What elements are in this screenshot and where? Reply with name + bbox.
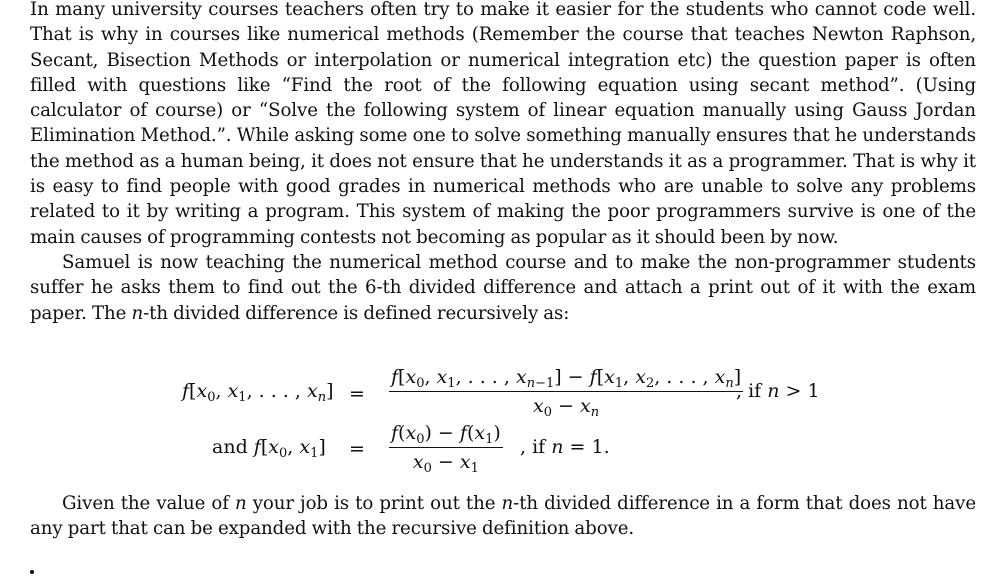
equation-row2-fraction xyxy=(389,422,503,476)
equation-row2-condition: , if n = 1. xyxy=(520,436,610,458)
variable-n: n xyxy=(234,493,247,514)
cut-off-glyph xyxy=(30,570,34,574)
task-text-3: -th divided difference in a form that does not have any part that can be expanded with the recursive definition above. xyxy=(30,493,977,540)
equation-row2-numerator: $f(x_0) - f(x_1)$ xyxy=(391,422,501,447)
task-text-2: your job is to print out the xyxy=(246,493,502,514)
variable-n: n xyxy=(501,493,514,514)
equation-row1-condition: , if n > 1 xyxy=(736,380,820,402)
definition-intro-text-end: -th divided difference is defined recursively as: xyxy=(143,302,570,324)
equation-row1-lhs: $f[x_0$, $x_1$, . . . , $x_n$] xyxy=(182,380,334,405)
equation-row1-fraction xyxy=(389,366,743,420)
equation-row2-lhs: and $f[x_0$, $x_1$] xyxy=(212,436,326,461)
equation-row2-equals: = xyxy=(349,438,365,460)
equation-row1-numerator: $f[x_0$, $x_1$, . . . , $x_{n-1}] - f[x_1$, $x_2$, . . . , $x_n$] xyxy=(391,366,742,391)
intro-paragraph: In many university courses teachers often try to make it easier for the students who cannot code well. That is why in courses like numerical methods (Remember the course that teaches Newton Raphson, Secant, Bisection Methods or interpolation or numerical integration etc) the question paper is often filled with questions like “Find the root of the following equation using secant method”. (Using calculator of course) or “Solve the following system of linear equation manually using Gauss Jordan Elimination Method.”. While asking some one to solve something manually ensures that he understands the method as a human being, it does not ensure that he understands it as a programmer. That is why it is easy to find people with good grades in numerical methods who are unable to solve any problems related to it by writing a program. This system of making the poor programmers survive is one of the main causes of programming contests not becoming as popular as it should been by now. xyxy=(30,0,976,248)
variable-n: n xyxy=(131,302,144,324)
definition-intro-text: Samuel is now teaching the numerical method course and to make the non-programmer students suffer he asks them to find out the 6-th divided difference and attach a print out of it with the exam paper. The xyxy=(30,252,976,324)
equation-row1-denominator: $x_0 - x_n$ xyxy=(389,391,743,416)
equation-row2-and: and xyxy=(212,436,248,458)
task-paragraph xyxy=(30,491,976,542)
equation-row2-denominator: $x_0 - x_1$ xyxy=(389,447,503,472)
equation-row1-equals: = xyxy=(349,383,365,405)
task-text-1: Given the value of xyxy=(62,493,235,514)
definition-intro-paragraph xyxy=(30,250,976,326)
